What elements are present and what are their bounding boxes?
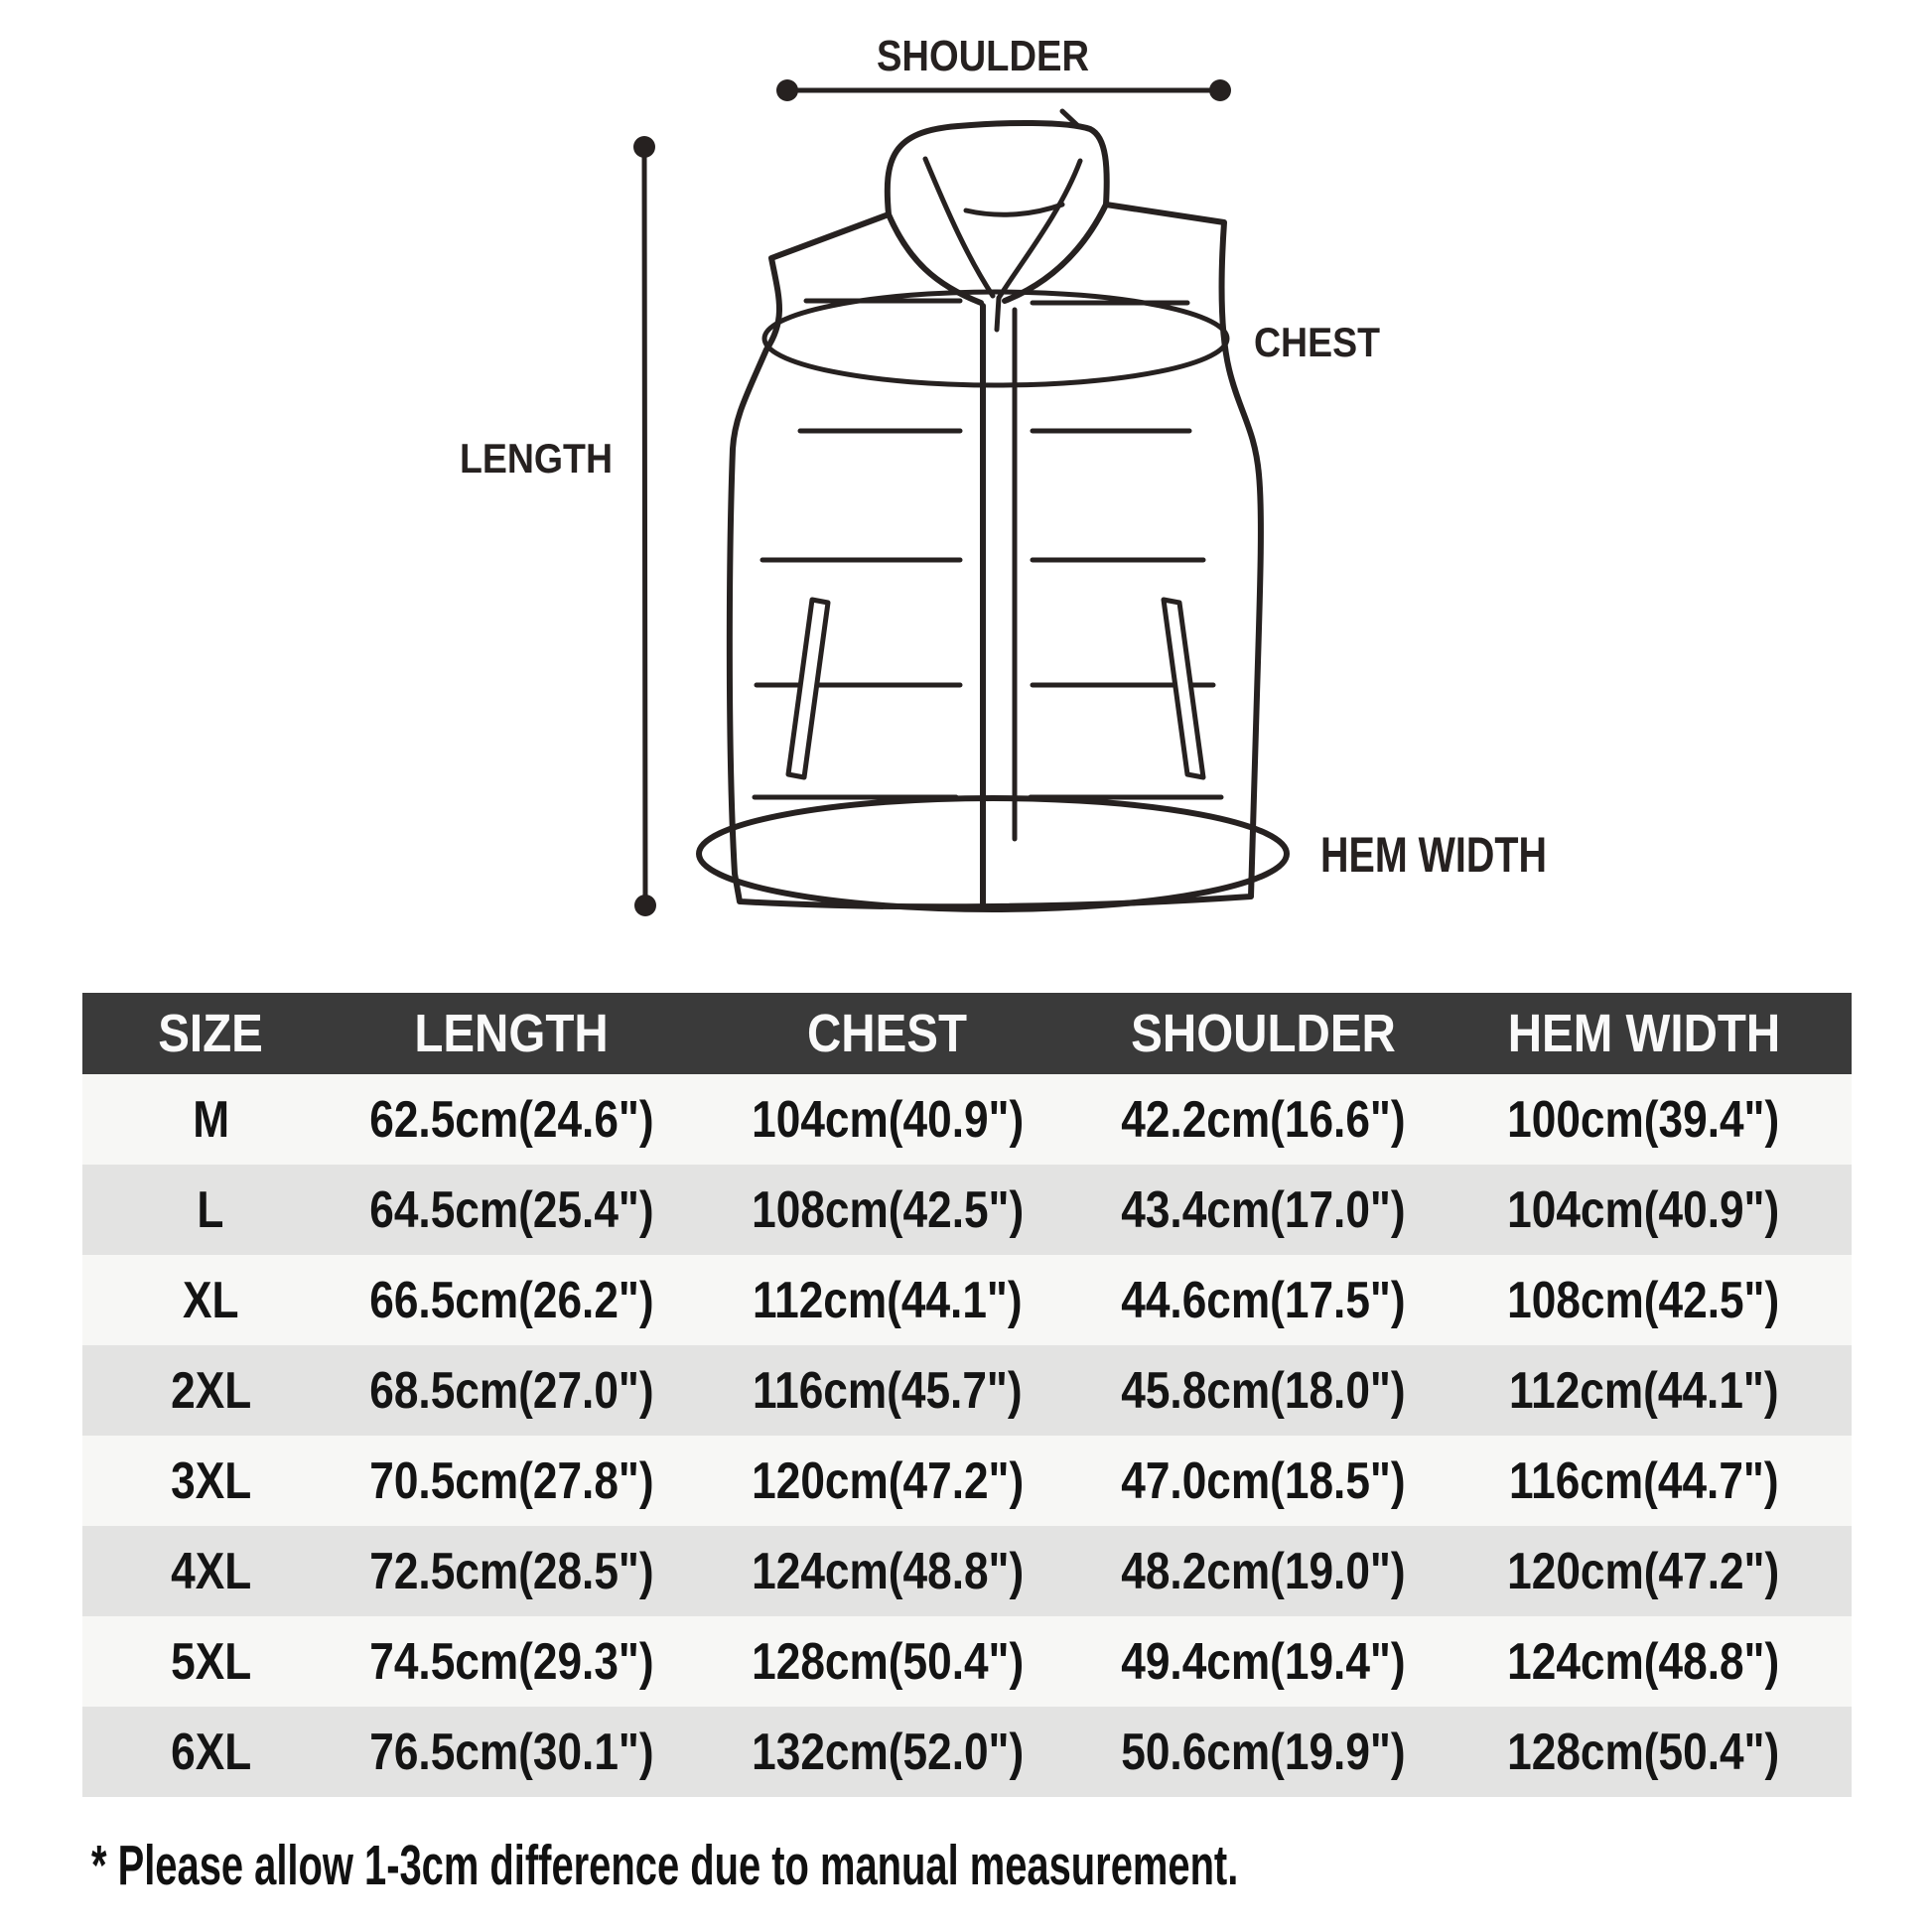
measurement-cell: 68.5cm(27.0") xyxy=(368,1361,654,1420)
size-cell: 3XL xyxy=(170,1451,251,1510)
pocket-welt-left xyxy=(788,600,828,777)
table-row-m xyxy=(82,1074,1852,1165)
table-row-6xl xyxy=(82,1707,1852,1797)
size-cell: 6XL xyxy=(170,1723,251,1781)
size-cell: L xyxy=(197,1180,224,1239)
table-row-5xl xyxy=(82,1616,1852,1707)
column-header-shoulder: SHOULDER xyxy=(1131,1004,1396,1063)
table-row-xl xyxy=(82,1255,1852,1345)
measurement-note-text: * Please allow 1-3cm difference due to manual measurement. xyxy=(91,1834,1239,1897)
vest-collar-seam xyxy=(966,205,1062,214)
column-header-hem-width: HEM WIDTH xyxy=(1507,1004,1780,1063)
measurement-cell: 44.6cm(17.5") xyxy=(1121,1271,1406,1329)
measurement-cell: 112cm(44.1") xyxy=(1508,1361,1779,1420)
measurement-cell: 116cm(45.7") xyxy=(752,1361,1023,1420)
measurement-cell: 104cm(40.9") xyxy=(751,1090,1024,1149)
measurement-cell: 72.5cm(28.5") xyxy=(368,1542,654,1600)
size-cell: XL xyxy=(182,1271,239,1329)
measurement-cell: 74.5cm(29.3") xyxy=(368,1632,654,1691)
measurement-cell: 64.5cm(25.4") xyxy=(368,1180,654,1239)
size-cell: 4XL xyxy=(170,1542,251,1600)
hem-girth-ellipse xyxy=(699,798,1287,909)
hem-width-diagram-label: HEM WIDTH xyxy=(1320,827,1547,883)
measurement-cell: 76.5cm(30.1") xyxy=(368,1723,654,1781)
shoulder-measure-line xyxy=(776,79,1231,101)
length-diagram-label: LENGTH xyxy=(460,435,613,482)
size-table xyxy=(82,993,1852,1797)
measurement-cell: 128cm(50.4") xyxy=(1507,1723,1780,1781)
size-cell: 5XL xyxy=(170,1632,251,1691)
vest-neckline-right xyxy=(1005,205,1106,301)
chest-diagram-label: CHEST xyxy=(1254,319,1381,365)
measurement-cell: 48.2cm(19.0") xyxy=(1121,1542,1406,1600)
table-row-l xyxy=(82,1165,1852,1255)
measurement-cell: 49.4cm(19.4") xyxy=(1121,1632,1406,1691)
measurement-cell: 104cm(40.9") xyxy=(1507,1180,1780,1239)
measurement-cell: 47.0cm(18.5") xyxy=(1121,1451,1406,1510)
vest-collar-outline xyxy=(888,123,1107,214)
measurement-cell: 112cm(44.1") xyxy=(752,1271,1023,1329)
column-header-size: SIZE xyxy=(158,1004,264,1063)
measurement-cell: 132cm(52.0") xyxy=(751,1723,1024,1781)
measurement-cell: 108cm(42.5") xyxy=(1507,1271,1780,1329)
measurement-cell: 128cm(50.4") xyxy=(751,1632,1024,1691)
table-row-3xl xyxy=(82,1436,1852,1526)
pocket-welt-right xyxy=(1164,600,1203,777)
measurement-cell: 66.5cm(26.2") xyxy=(368,1271,654,1329)
measurement-cell: 43.4cm(17.0") xyxy=(1121,1180,1406,1239)
table-row-2xl xyxy=(82,1345,1852,1436)
measurement-cell: 108cm(42.5") xyxy=(751,1180,1024,1239)
measurement-cell: 62.5cm(24.6") xyxy=(368,1090,654,1149)
length-measure-line xyxy=(633,136,656,916)
shoulder-diagram-label: SHOULDER xyxy=(877,32,1089,80)
measurement-cell: 116cm(44.7") xyxy=(1508,1451,1779,1510)
measurement-cell: 50.6cm(19.9") xyxy=(1121,1723,1406,1781)
column-header-length: LENGTH xyxy=(414,1004,609,1063)
measurement-cell: 42.2cm(16.6") xyxy=(1121,1090,1406,1149)
measurement-cell: 124cm(48.8") xyxy=(751,1542,1024,1600)
size-cell: M xyxy=(192,1090,229,1149)
table-body xyxy=(82,1074,1852,1797)
table-header-row xyxy=(82,993,1852,1074)
measurement-cell: 45.8cm(18.0") xyxy=(1121,1361,1406,1420)
column-header-chest: CHEST xyxy=(807,1004,968,1063)
measurement-note xyxy=(91,1833,1729,1898)
measurement-cell: 124cm(48.8") xyxy=(1507,1632,1780,1691)
table-row-4xl xyxy=(82,1526,1852,1616)
measurement-cell: 120cm(47.2") xyxy=(751,1451,1024,1510)
vest-neckline-left xyxy=(889,214,981,303)
measurement-cell: 70.5cm(27.8") xyxy=(368,1451,654,1510)
measurement-cell: 120cm(47.2") xyxy=(1507,1542,1780,1600)
measurement-cell: 100cm(39.4") xyxy=(1507,1090,1780,1149)
size-cell: 2XL xyxy=(170,1361,251,1420)
